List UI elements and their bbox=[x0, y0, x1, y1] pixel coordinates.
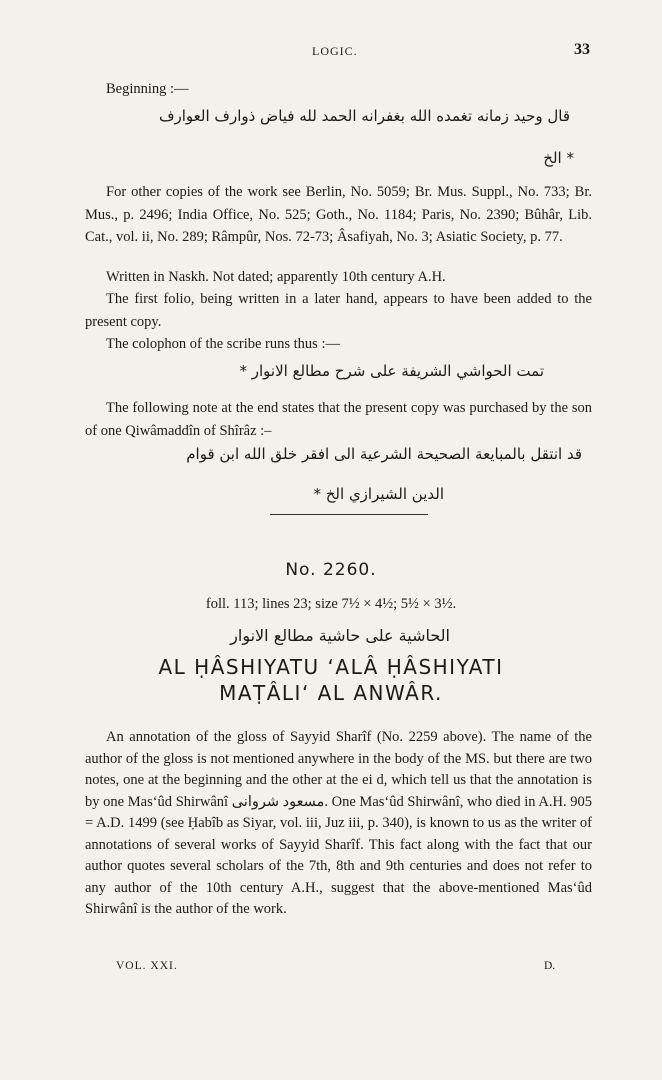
description-paragraph: An annotation of the gloss of Sayyid Sharîf (No. 2259 above). The name of the author of the gloss is not mentioned anywhere in the body of the MS. but there are two notes, one at the beginning and the other at the ei d, which tell us that the annotation is by one Mas‘ûd Shirwânî مسعود شروانى. One Mas‘ûd Shirwânî, who died in A.H. 905 = A.D. 1499 (see Ḥabîb as Siyar, vol. iii, Juz iii, p. 340), is known to us as the writer of annotations of several works of Sayyid Sharîf. This fact along with the fact that our author quotes several scholars of the 7th, 8th and 9th centuries and does not refer to any author of the 10th century A.H., suggest that the above-mentioned Mas‘ûd Shirwânî is the author of the work. bbox=[85, 729, 592, 917]
foll-line: foll. 113; lines 23; size 7½ × 4½; 5½ × 3½. bbox=[205, 596, 457, 612]
page-number: 33 bbox=[574, 41, 590, 58]
footer-signature: D. bbox=[544, 960, 556, 972]
arabic-beginning-line-1: قال وحيد زمانه تغمده الله بغفرانه الحمد لله فياض ذوارف العوارف bbox=[158, 107, 570, 125]
colophon-label: The colophon of the scribe runs thus :— bbox=[106, 336, 340, 352]
copies-paragraph: For other copies of the work see Berlin, No. 5059; Br. Mus. Suppl., No. 733; Br. Mus., p. 2496; India Office, No. 525; Goth., No. 1184; Paris, No. 2390; Bûhâr, Lib. Cat., vol. ii, No. 289; Râmpûr, Nos. 72-73; Âsafiyah, No. 3; Asiatic Society, p. 77. bbox=[85, 184, 592, 245]
folio-paragraph: The first folio, being written in a later hand, appears to have been added to the present copy. bbox=[85, 291, 592, 330]
note-paragraph: The following note at the end states that the present copy was purchased by the son of one Qiwâmaddîn of Shîrâz :– bbox=[85, 400, 592, 439]
arabic-colophon: تمت الحواشي الشريفة على شرح مطالع الانوار * bbox=[239, 362, 544, 380]
arabic-title: الحاشية على حاشية مطالع الانوار bbox=[230, 626, 450, 645]
arabic-beginning-line-2: * الخ bbox=[543, 149, 574, 167]
running-title: LOGIC. bbox=[312, 44, 358, 58]
running-head bbox=[0, 41, 662, 64]
arabic-note-line-1: قد انتقل بالمبايعة الصحيحة الشرعية الى افقر خلق الله ابن قوام bbox=[186, 445, 582, 463]
work-title bbox=[0, 654, 662, 706]
work-title-line-2: MAṬÂLI‘ AL ANWÂR. bbox=[219, 681, 443, 705]
beginning-label: Beginning :— bbox=[106, 81, 189, 97]
footer-volume: VOL. XXI. bbox=[116, 960, 178, 972]
work-title-line-1: AL ḤÂSHIYATU ‘ALÂ ḤÂSHIYATI bbox=[158, 655, 504, 679]
written-line: Written in Naskh. Not dated; apparently 10th century A.H. bbox=[106, 269, 446, 285]
arabic-note-line-2: الدين الشيرازي الخ * bbox=[313, 485, 444, 503]
section-divider bbox=[270, 514, 428, 515]
entry-number: No. 2260. bbox=[285, 560, 377, 580]
